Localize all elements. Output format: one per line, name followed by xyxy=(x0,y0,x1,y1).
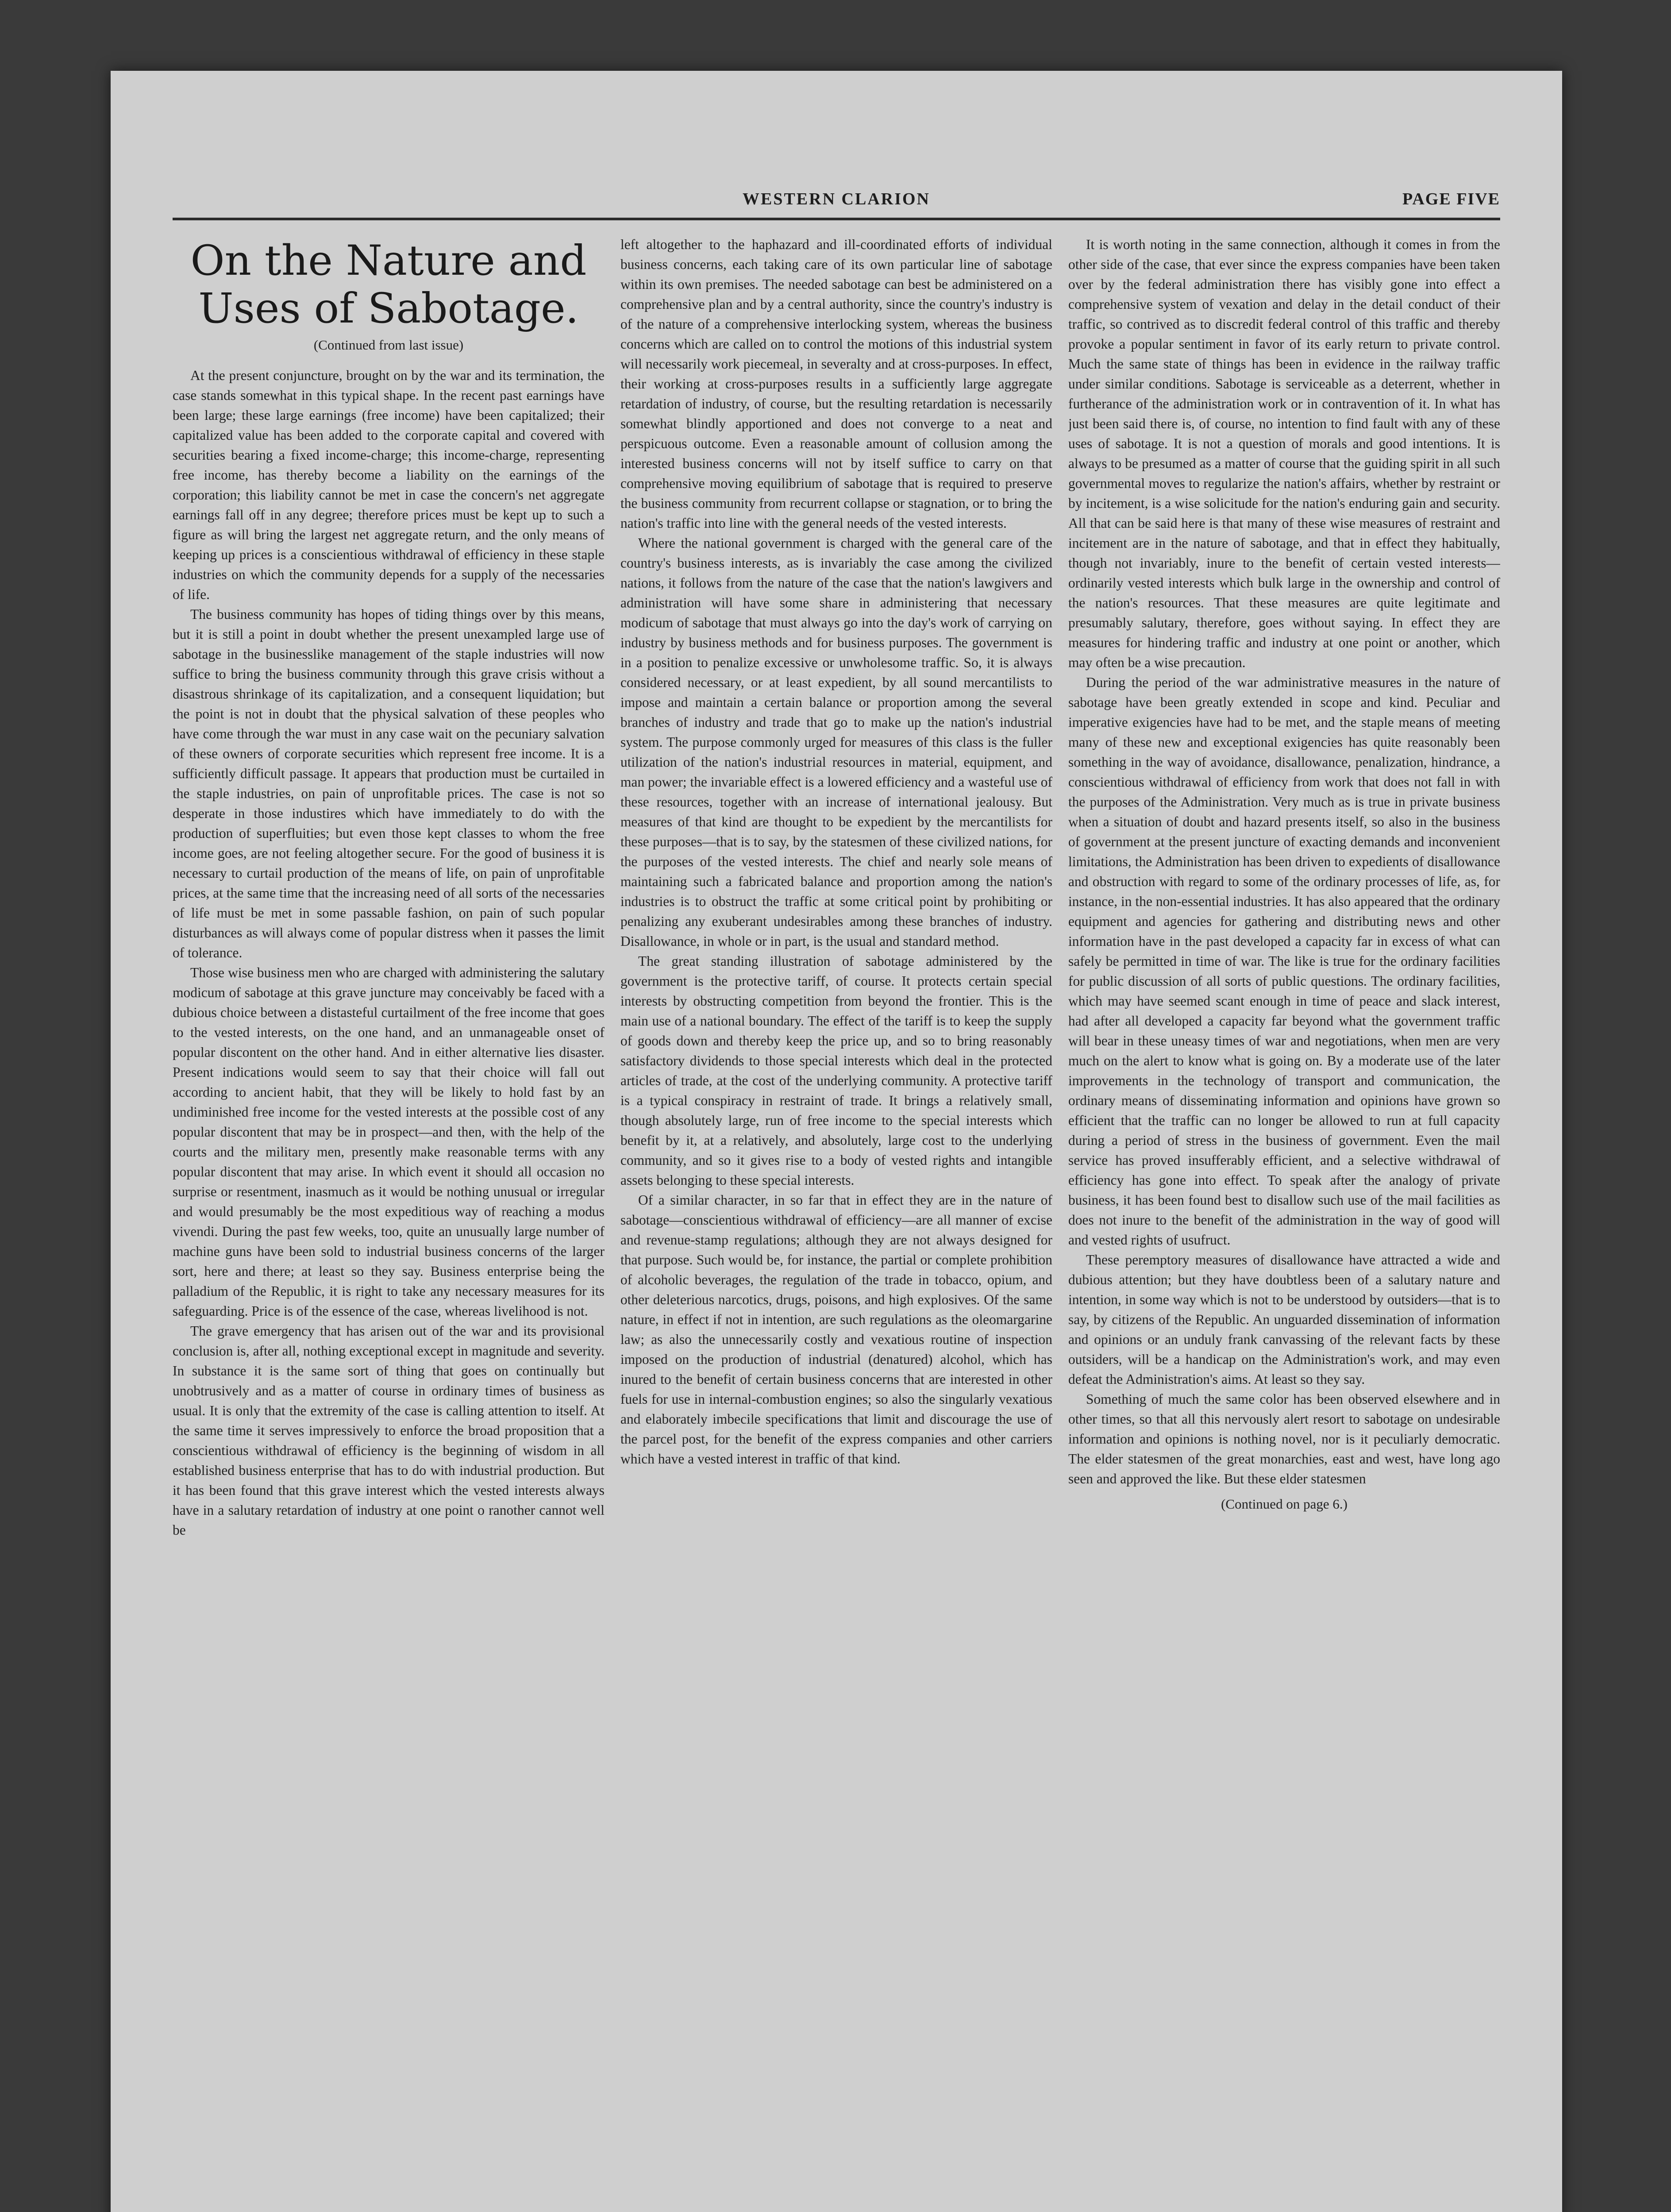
column-2 xyxy=(620,234,1052,2190)
paragraph: Something of much the same color has been observed elsewhere and in other times, so that all this nervously alert resort to sabotage on undesirable information and opinions is nothing novel, nor is it peculiarly democratic. The elder statesmen of the great monarchies, east and west, have long ago seen and approved the like. But these elder statesmen xyxy=(1068,1391,1500,1486)
column-1 xyxy=(173,234,604,2190)
publication-name: WESTERN CLARION xyxy=(742,190,931,208)
paragraph: Where the national government is charged with the general care of the country's business interests, as is invariably the case among the civilized nations, it follows from the nature of the case that the nation's lawgivers and administration will have some share in administering that necessary modicum of sabotage that must always go into the day's work of carrying on industry by business methods and for business purposes. The government is in a position to penalize excessive or unwholesome traffic. So, it is always considered necessary, or at least expedient, by all sound mercantilists to impose and maintain a certain balance or proportion among the several branches of industry and trade that go to make up the nation's industrial system. The purpose commonly urged for measures of this class is the fuller utilization of the nation's industrial resources in material, equipment, and man power; the invariable effect is a lowered efficiency and a wasteful use of these resources, together with an increase of international jealousy. But measures of that kind are thought to be expedient by the mercantilists for these purposes—that is to say, by the statesmen of these civilized nations, for the purposes of the vested interests. The chief and nearly sole means of maintaining such a fabricated balance and proportion among the nation's industries is to obstruct the traffic at some critical point by prohibiting or penalizing any exuberant undesirables among these branches of industry. Disallowance, in whole or in part, is the usual and standard method. xyxy=(620,535,1052,949)
article-title: On the Nature and Uses of Sabotage. xyxy=(190,237,587,333)
paragraph: The grave emergency that has arisen out of the war and its provisional conclusion is, after all, nothing exceptional except in magnitude and severity. In substance it is the same sort of thing that goes on continually but unobtrusively and as a matter of course in ordinary times of business as usual. It is only that the extremity of the case is calling attention to itself. At the same time it serves impressively to enforce the broad proposition that a conscientious withdrawal of efficiency is the beginning of wisdom in all established business enterprise that has to do with industrial production. But it has been found that this grave interest which the vested interests always have in a salutary retardation of industry at one point o ranother cannot well be xyxy=(173,1323,604,1538)
newspaper-page xyxy=(111,71,1562,2212)
paragraph: It is worth noting in the same connection, although it comes in from the other side of the case, that ever since the express companies have been taken over by the federal administration there has visibly gone into effect a comprehensive system of vexation and delay in the detail conduct of their traffic, so contrived as to discredit federal control of this traffic and thereby provoke a popular sentiment in favor of its early return to private control. Much the same state of things has been in evidence in the railway traffic under similar conditions. Sabotage is serviceable as a deterrent, whether in furtherance of the administration work or in contravention of it. In what has just been said there is, of course, no intention to find fault with any of these uses of sabotage. It is not a question of morals and good intentions. It is always to be presumed as a matter of course that the guiding spirit in all such governmental moves to regularize the nation's affairs, whether by restraint or by incitement, is a wise solicitude for the nation's enduring gain and security. All that can be said here is that many of these wise measures of restraint and incitement are in the nature of sabotage, and that in effect they habitually, though not invariably, inure to the benefit of certain vested interests—ordinarily vested interests which bulk large in the ownership and control of the nation's resources. That these measures are quite legitimate and presumably salutary, therefore, goes without saying. In effect they are measures for hindering traffic and industry at one point or another, which may often be a wise precaution. xyxy=(1068,237,1500,670)
article-columns xyxy=(173,234,1500,2190)
continued-note: (Continued on page 6.) xyxy=(1221,1496,1348,1512)
paragraph: The great standing illustration of sabotage administered by the government is the protective tariff, of course. It protects certain special interests by obstructing competition from beyond the frontier. This is the main use of a national boundary. The effect of the tariff is to keep the supply of goods down and thereby keep the price up, and so to bring reasonably satisfactory dividends to those special interests which deal in the protected articles of trade, at the cost of the underlying community. A protective tariff is a typical conspiracy in restraint of trade. It brings a relatively small, though absolutely large, run of free income to the special interests which benefit by it, at a relatively, and absolutely, large cost to the underlying community, and so it gives rise to a body of vested rights and intangible assets belonging to these special interests. xyxy=(620,953,1052,1188)
paragraph: These peremptory measures of disallowance have attracted a wide and dubious attention; but they have doubtless been of a salutary nature and intention, in some way which is not to be understood by outsiders—that is to say, by citizens of the Republic. An unguarded dissemination of information and opinions or an unduly frank canvassing of the relevant facts by these outsiders, will be a handicap on the Administration's work, and may even defeat the Administration's aims. At least so they say. xyxy=(1068,1252,1500,1387)
paragraph: At the present conjuncture, brought on by the war and its termination, the case stands somewhat in this typical shape. In the recent past earnings have been large; these large earnings (free income) have been capitalized; their capitalized value has been added to the corporate capital and covered with securities bearing a fixed income-charge; this income-charge, representing free income, has thereby become a liability on the earnings of the corporation; this liability cannot be met in case the concern's net aggregate earnings fall off in any degree; therefore prices must be kept up to such a figure as will bring the largest net aggregate return, and the only means of keeping up prices is a conscientious withdrawal of efficiency in these staple industries on which the community depends for a supply of the necessaries of life. xyxy=(173,368,604,602)
paragraph: The business community has hopes of tiding things over by this means, but it is still a point in doubt whether the present unexampled large use of sabotage in the businesslike management of the staple industries will now suffice to bring the business community through this grave crisis without a disastrous shrinkage of its capitalization, and a consequent liquidation; but the point is not in doubt that the physical salvation of these peoples who have come through the war must in any case wait on the pecuniary salvation of these owners of corporate securities which represent free income. It is a sufficiently difficult passage. It appears that production must be curtailed in the staple industries, on pain of unprofitable prices. The case is not so desperate in those industires which have immediately to do with the production of superfluities; but even those kept classes to whom the free income goes, are not feeling altogether secure. For the good of business it is necessary to curtail production of the means of life, on pain of unprofitable prices, at the same time that the increasing need of all sorts of the necessaries of life must be met in some passable fashion, on pain of such popular disturbances as will always come of popular distress when it passes the limit of tolerance. xyxy=(173,607,604,960)
paragraph: During the period of the war administrative measures in the nature of sabotage have been greatly extended in scope and kind. Peculiar and imperative exigencies have had to be met, and the staple means of meeting many of these new and exceptional exigencies has quite reasonably been something in the way of avoidance, disallowance, penalization, hindrance, a conscientious withdrawal of efficiency from work that does not fall in with the purposes of the Administration. Very much as is true in private business when a situation of doubt and hazard presents itself, so also in the business of government at the present juncture of exacting demands and inconvenient limitations, the Administration has been driven to expedients of disallowance and obstruction with regard to some of the ordinary processes of life, as, for instance, in the non-essential industries. It has also appeared that the ordinary equipment and agencies for gathering and distributing news and other information have in the past developed a capacity far in excess of what can safely be permitted in time of war. The like is true for the ordinary facilities for public discussion of all sorts of public questions. The ordinary facilities, which may have seemed scant enough in time of peace and slack interest, had after all developed a capacity far beyond what the government traffic will bear in these uneasy times of war and negotiations, when men are very much on the alert to know what is going on. By a moderate use of the later improvements in the technology of transport and communication, the ordinary means of disseminating information and opinions have grown so efficient that the traffic can no longer be allowed to run at full capacity during a period of stress in the business of government. Even the mail service has proved insufferably efficient, and a selective withdrawal of efficiency has gone into effect. To speak after the analogy of private business, it has been found best to disallow such use of the mail facilities as does not inure to the benefit of the administration in the way of good will and vested rights of usufruct. xyxy=(1068,675,1500,1248)
paragraph: left altogether to the haphazard and ill-coordinated efforts of individual business concerns, each taking care of its own particular line of sabotage within its own premises. The needed sabotage can best be administered on a comprehensive plan and by a central authority, since the country's industry is of the nature of a comprehensive interlocking system, whereas the business concerns which are called on to control the motions of this industrial system will necessarily work piecemeal, in severalty and at cross-purposes. In effect, their working at cross-purposes results in a sufficiently large aggregate retardation of industry, of course, but the resulting retardation is necessarily somewhat blindly apportioned and does not converge to a neat and perspicuous outcome. Even a reasonable amount of collusion among the interested business concerns will not by itself suffice to carry on that comprehensive moving equilibrium of sabotage that is required to preserve the business community from recurrent collapse or stagnation, or to bring the nation's traffic into line with the general needs of the vested interests. xyxy=(620,237,1052,531)
article-subtitle: (Continued from last issue) xyxy=(313,337,464,353)
paragraph: Of a similar character, in so far that in effect they are in the nature of sabotage—conscientious withdrawal of efficiency—are all manner of excise and revenue-stamp regulations; although they are not always designed for that purpose. Such would be, for instance, the partial or complete prohibition of alcoholic beverages, the regulation of the trade in tobacco, opium, and other deleterious narcotics, drugs, poisons, and high explosives. Of the same nature, in effect if not in intention, are such regulations as the oleomargarine law; as also the unnecessarily costly and vexatious routine of inspection imposed on the production of industrial (denatured) alcohol, which has inured to the benefit of certain business concerns that are interested in other fuels for use in internal-combustion engines; so also the singularly vexatious and elaborately imbecile specifications that limit and discourage the use of the parcel post, for the benefit of the express companies and other carriers which have a vested interest in traffic of that kind. xyxy=(620,1192,1052,1467)
column-3 xyxy=(1068,234,1500,2190)
page-number-label: PAGE FIVE xyxy=(1402,190,1500,208)
page-header xyxy=(173,187,1500,220)
paragraph: Those wise business men who are charged with administering the salutary modicum of sabotage at this grave juncture may conceivably be faced with a dubious choice between a distasteful curtailment of the free income that goes to the vested interests, on the one hand, and an unmanageable onset of popular discontent on the other hand. And in either alternative lies disaster. Present indications would seem to say that their choice will fall out according to ancient habit, that they will be likely to hold fast by an undiminished free income for the vested interests at the possible cost of any popular discontent that may be in prospect—and then, with the help of the courts and the military men, presently make reasonable terms with any popular discontent that may arise. In which event it should all occasion no surprise or resentment, inasmuch as it would be nothing unusual or irregular and would presumably be the most expeditious way of reaching a modus vivendi. During the past few weeks, too, quite an unusually large number of machine guns have been sold to industrial business concerns of the larger sort, here and there; at least so they say. Business enterprise being the palladium of the Republic, it is right to take any necessary measures for its safeguarding. Price is of the essence of the case, whereas livelihood is not. xyxy=(173,965,604,1319)
